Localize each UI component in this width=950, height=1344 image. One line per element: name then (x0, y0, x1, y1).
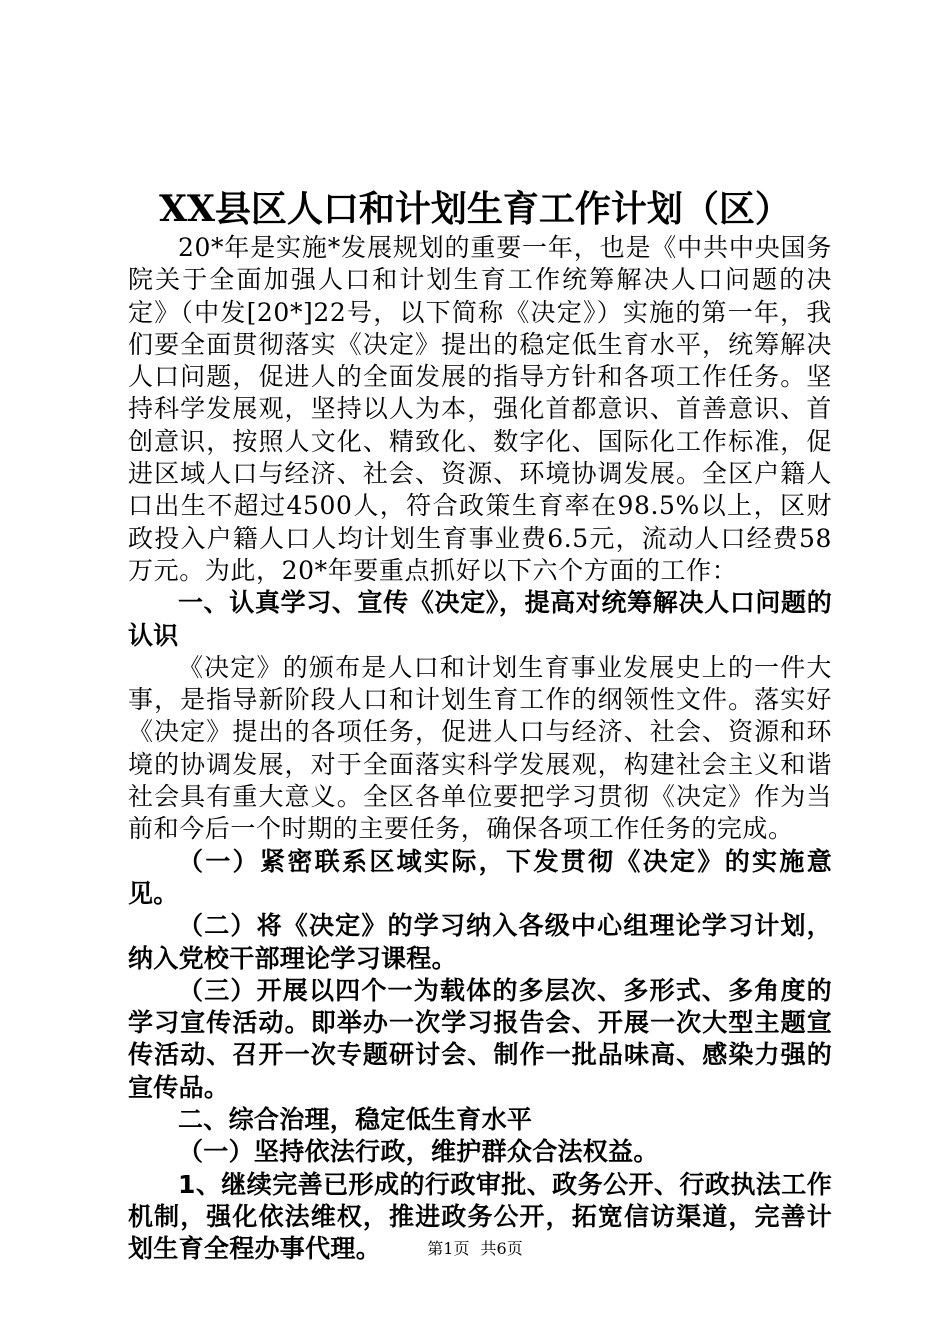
list-item-2-1-1: 1、继续完善已形成的行政审批、政务公开、行政执法工作机制，强化依法维权，推进政务公开，拓宽信访渠道，完善计划生育全程办事代理。 (128, 1169, 832, 1264)
paragraph-intro: 20*年是实施*发展规划的重要一年，也是《中共中央国务院关于全面加强人口和计划生育工作统筹解决人口问题的决定》（中发[20*]22号，以下简称《决定》）实施的第一年，我们要全面贯彻落实《决定》提出的稳定低生育水平，统筹解决人口问题，促进人的全面发展的指导方针和各项工作任务。坚持科学发展观，坚持以人为本，强化首都意识、首善意识、首创意识，按照人文化、精致化、数字化、国际化工作标准，促进区域人口与经济、社会、资源、环境协调发展。全区户籍人口出生不超过4500人，符合政策生育率在98.5%以上，区财政投入户籍人口人均计划生育事业费6.5元，流动人口经费58万元。为此，20*年要重点抓好以下六个方面的工作： (128, 233, 832, 585)
page-footer (0, 1238, 950, 1260)
list-item-1-3: （三）开展以四个一为载体的多层次、多形式、多角度的学习宣传活动。即举办一次学习报告会、开展一次大型主题宣传活动、召开一次专题研讨会、制作一批品味高、感染力强的宣传品。 (128, 975, 832, 1102)
document-title: XX县区人口和计划生育工作计划（区） (159, 188, 791, 230)
paragraph-section-1: 《决定》的颁布是人口和计划生育事业发展史上的一件大事，是指导新阶段人口和计划生育工作的纲领性文件。落实好《决定》提出的各项任务，促进人口与经济、社会、资源和环境的协调发展，对于全面落实科学发展观，构建社会主义和谐社会具有重大意义。全区各单位要把学习贯彻《决定》作为当前和今后一个时期的主要任务，确保各项工作任务的完成。 (128, 652, 832, 844)
page-number: 第1页 (427, 1239, 470, 1258)
list-item-1-2: （二）将《决定》的学习纳入各级中心组理论学习计划，纳入党校干部理论学习课程。 (128, 911, 832, 973)
heading-section-1: 一、认真学习、宣传《决定》，提高对统筹解决人口问题的认识 (128, 588, 832, 650)
list-item-1-1: （一）紧密联系区域实际，下发贯彻《决定》的实施意见。 (128, 846, 832, 908)
list-item-2-1: （一）坚持依法行政，维护群众合法权益。 (178, 1137, 659, 1167)
page-total: 共6页 (480, 1239, 523, 1258)
document-body (128, 232, 832, 1266)
heading-section-2: 二、综合治理，稳定低生育水平 (178, 1105, 533, 1135)
